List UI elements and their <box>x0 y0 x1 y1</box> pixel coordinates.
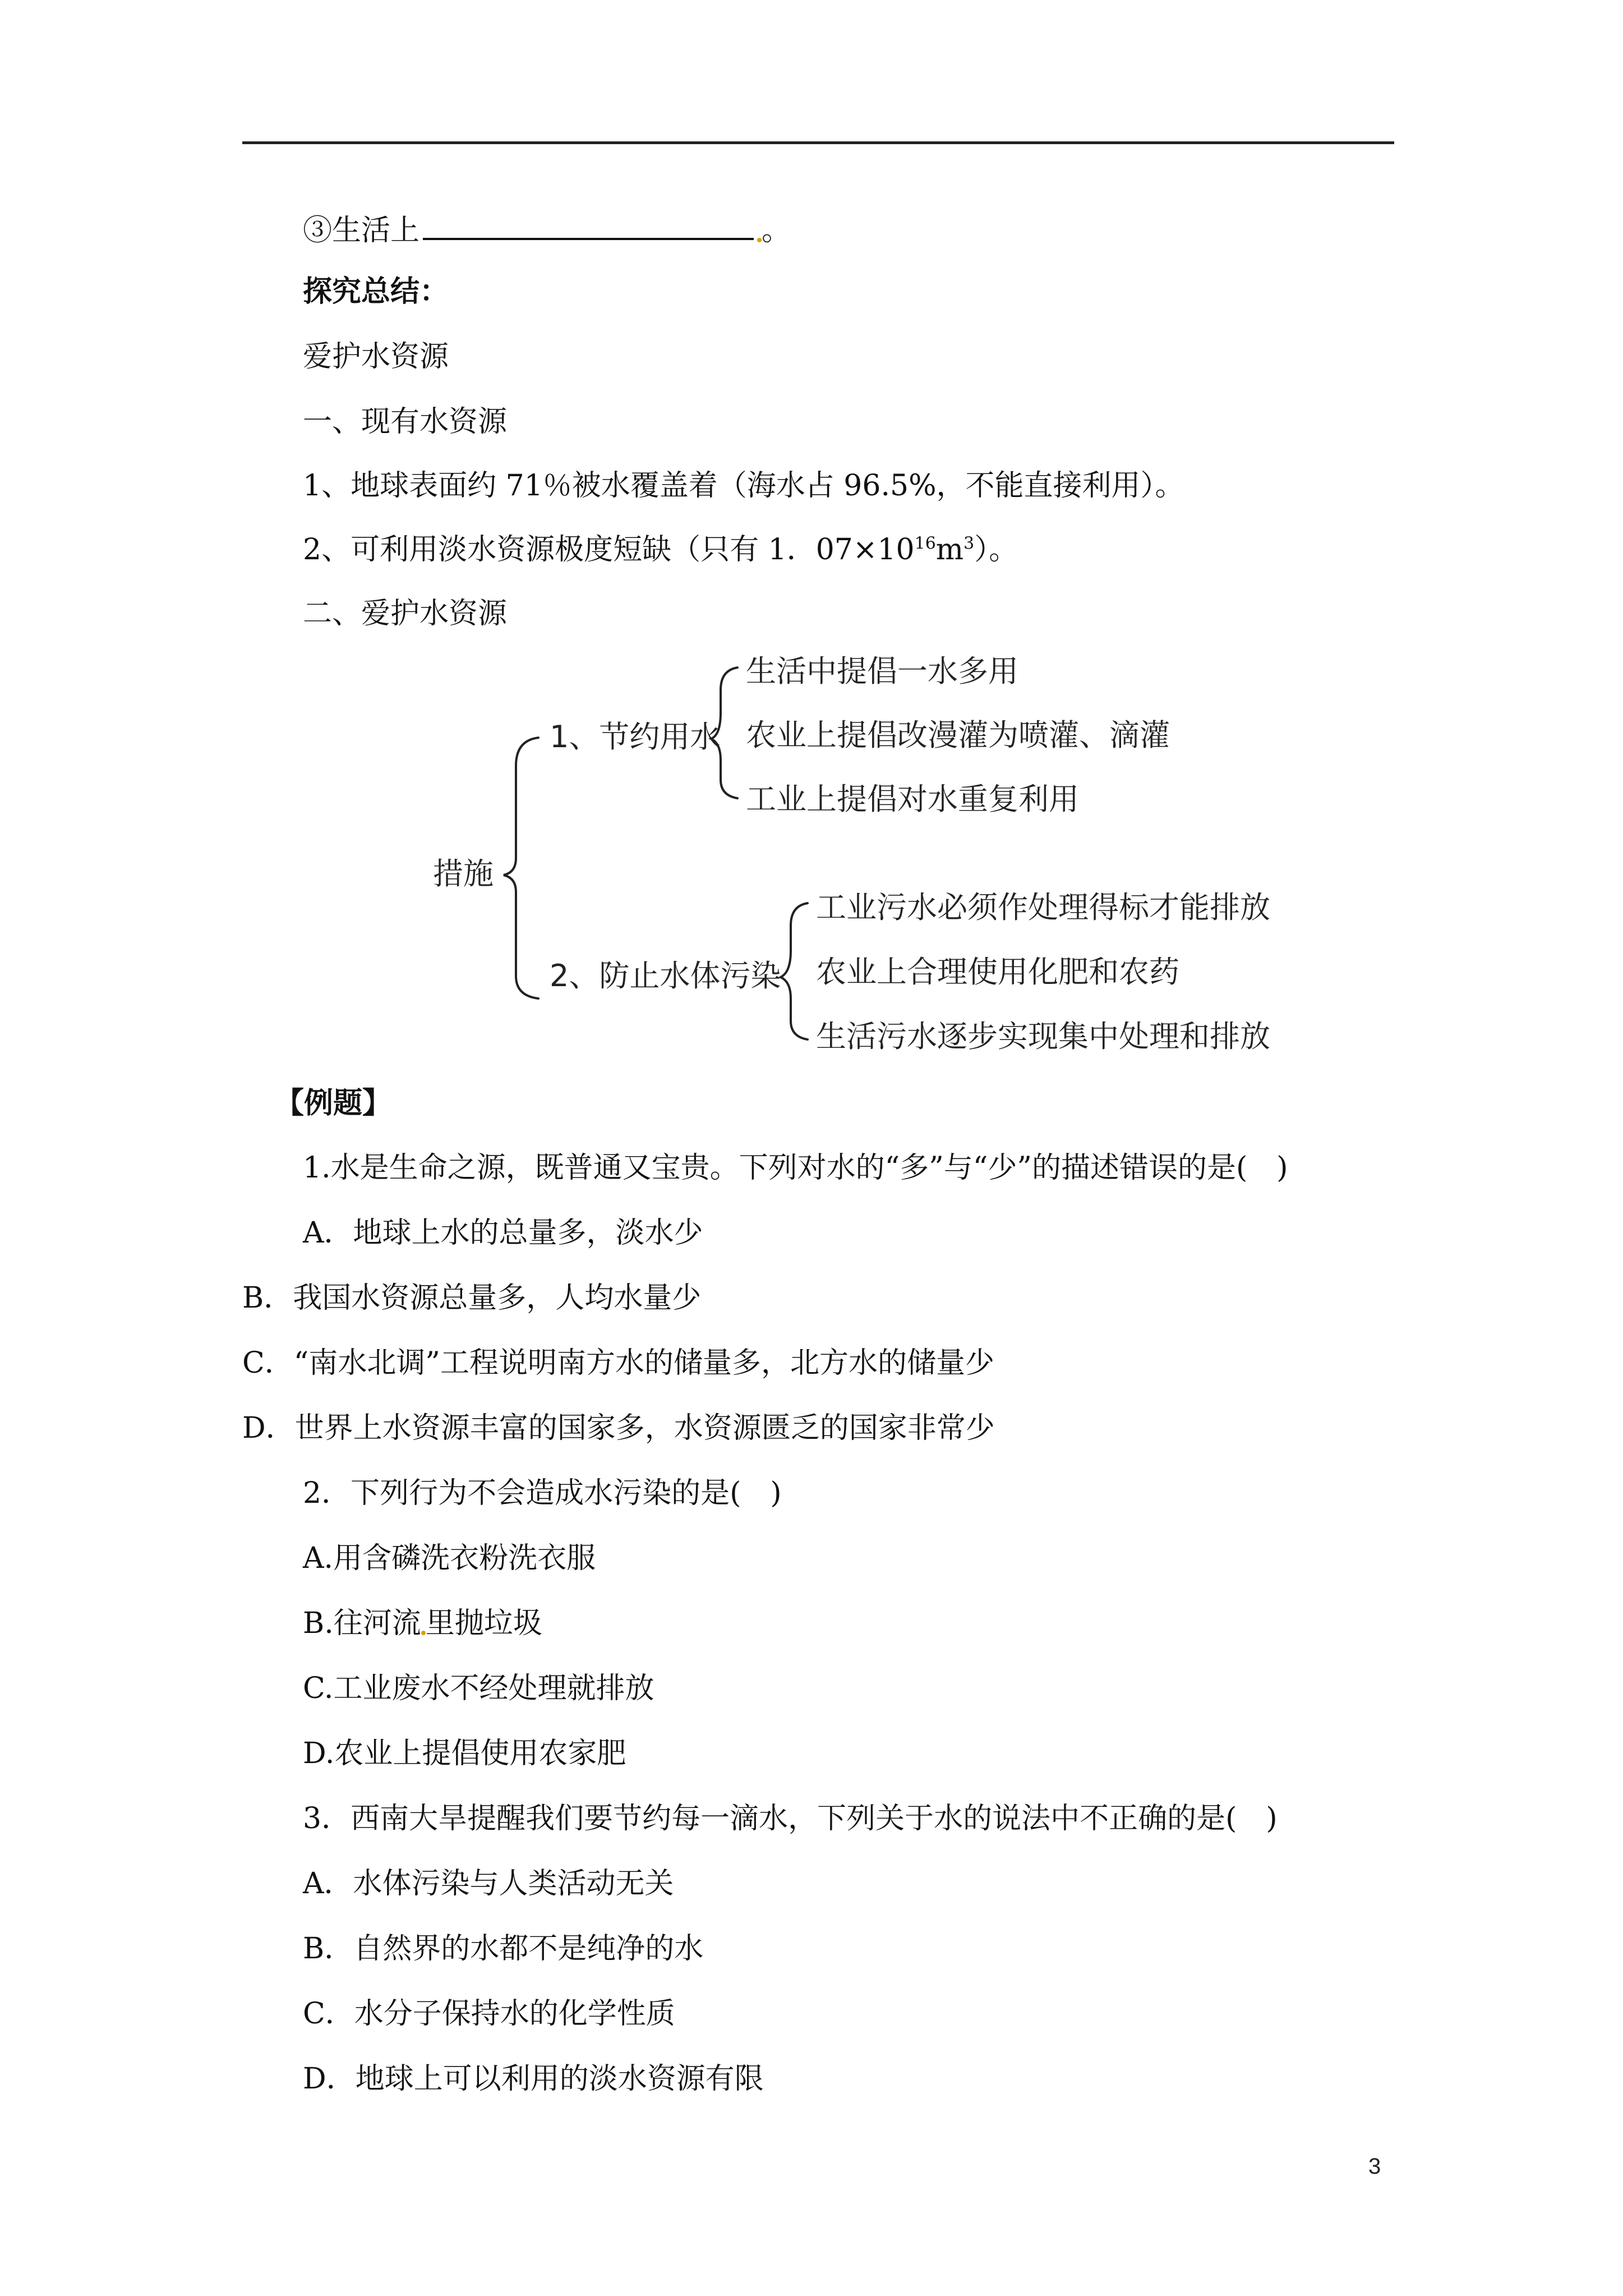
question-1-stem: 1.水是生命之源，既普通又宝贵。下列对水的“多”与“少”的描述错误的是( ) <box>303 1151 1288 1185</box>
question-2-option-b: B.往河流 里抛垃圾 <box>303 1607 542 1640</box>
annotation-dot <box>757 238 762 242</box>
summary-item-2: 2、可利用淡水资源极度短缺（只有 1．$07\times 10^{16}m^3$）。 <box>303 533 1018 567</box>
tree-leaf-1-3: 工业上提倡对水重复利用 <box>746 781 1079 817</box>
tree-leaf-1-2: 农业上提倡改漫灌为喷灌、滴灌 <box>746 717 1170 753</box>
blank-suffix: 。 <box>762 214 791 247</box>
question-1-option-a: A．地球上水的总量多，淡水少 <box>303 1216 703 1250</box>
answer-blank[interactable] <box>423 209 754 240</box>
blank-prefix: ③生活上 <box>303 214 420 247</box>
question-3-option-a: A．水体污染与人类活动无关 <box>303 1867 674 1901</box>
tree-leaf-1-1: 生活中提倡一水多用 <box>746 654 1018 689</box>
tree-leaf-2-2: 农业上合理使用化肥和农药 <box>816 954 1179 990</box>
tree-branch-2: 2、防止水体污染 <box>550 958 781 993</box>
question-3-option-b: B．自然界的水都不是纯净的水 <box>303 1932 704 1966</box>
section-heading-1: 一、现有水资源 <box>303 405 508 439</box>
question-3-option-c: C．水分子保持水的化学性质 <box>303 1997 675 2031</box>
question-3-stem: 3．西南大旱提醒我们要节约每一滴水，下列关于水的说法中不正确的是( ) <box>303 1802 1278 1835</box>
tree-branch-1: 1、节约用水 <box>550 719 721 754</box>
tree-braces <box>415 645 1256 1083</box>
tree-root: 措施 <box>433 856 494 891</box>
page-number: 3 <box>1368 2154 1381 2179</box>
summary-title: 爱护水资源 <box>303 340 449 374</box>
section-heading-2: 二、爱护水资源 <box>303 597 508 631</box>
question-2-option-c: C.工业废水不经处理就排放 <box>303 1672 654 1705</box>
annotation-dot <box>421 1631 426 1635</box>
summary-item-1: 1、地球表面约 71％被水覆盖着（海水占 96.5%，不能直接利用）。 <box>303 469 1184 503</box>
question-2-stem: 2．下列行为不会造成水污染的是( ) <box>303 1476 782 1510</box>
header-rule <box>242 141 1394 144</box>
measures-tree-diagram <box>415 645 1270 1083</box>
summary-heading: 探究总结： <box>303 274 449 309</box>
question-1-option-b: B．我国水资源总量多，人均水量少 <box>242 1281 702 1315</box>
tree-leaf-2-1: 工业污水必须作处理得标才能排放 <box>816 890 1270 925</box>
question-1-option-d: D．世界上水资源丰富的国家多，水资源匮乏的国家非常少 <box>242 1411 995 1445</box>
question-2-option-a: A.用含磷洗衣粉洗衣服 <box>303 1542 596 1575</box>
fill-in-blank-line <box>303 209 791 249</box>
question-3-option-d: D．地球上可以利用的淡水资源有限 <box>303 2062 764 2096</box>
question-1-option-c: C．“南水北调”工程说明南方水的储量多，北方水的储量少 <box>242 1346 994 1380</box>
examples-heading: 【例题】 <box>275 1086 392 1120</box>
tree-leaf-2-3: 生活污水逐步实现集中处理和排放 <box>816 1019 1270 1054</box>
question-2-option-d: D.农业上提倡使用农家肥 <box>303 1737 626 1770</box>
